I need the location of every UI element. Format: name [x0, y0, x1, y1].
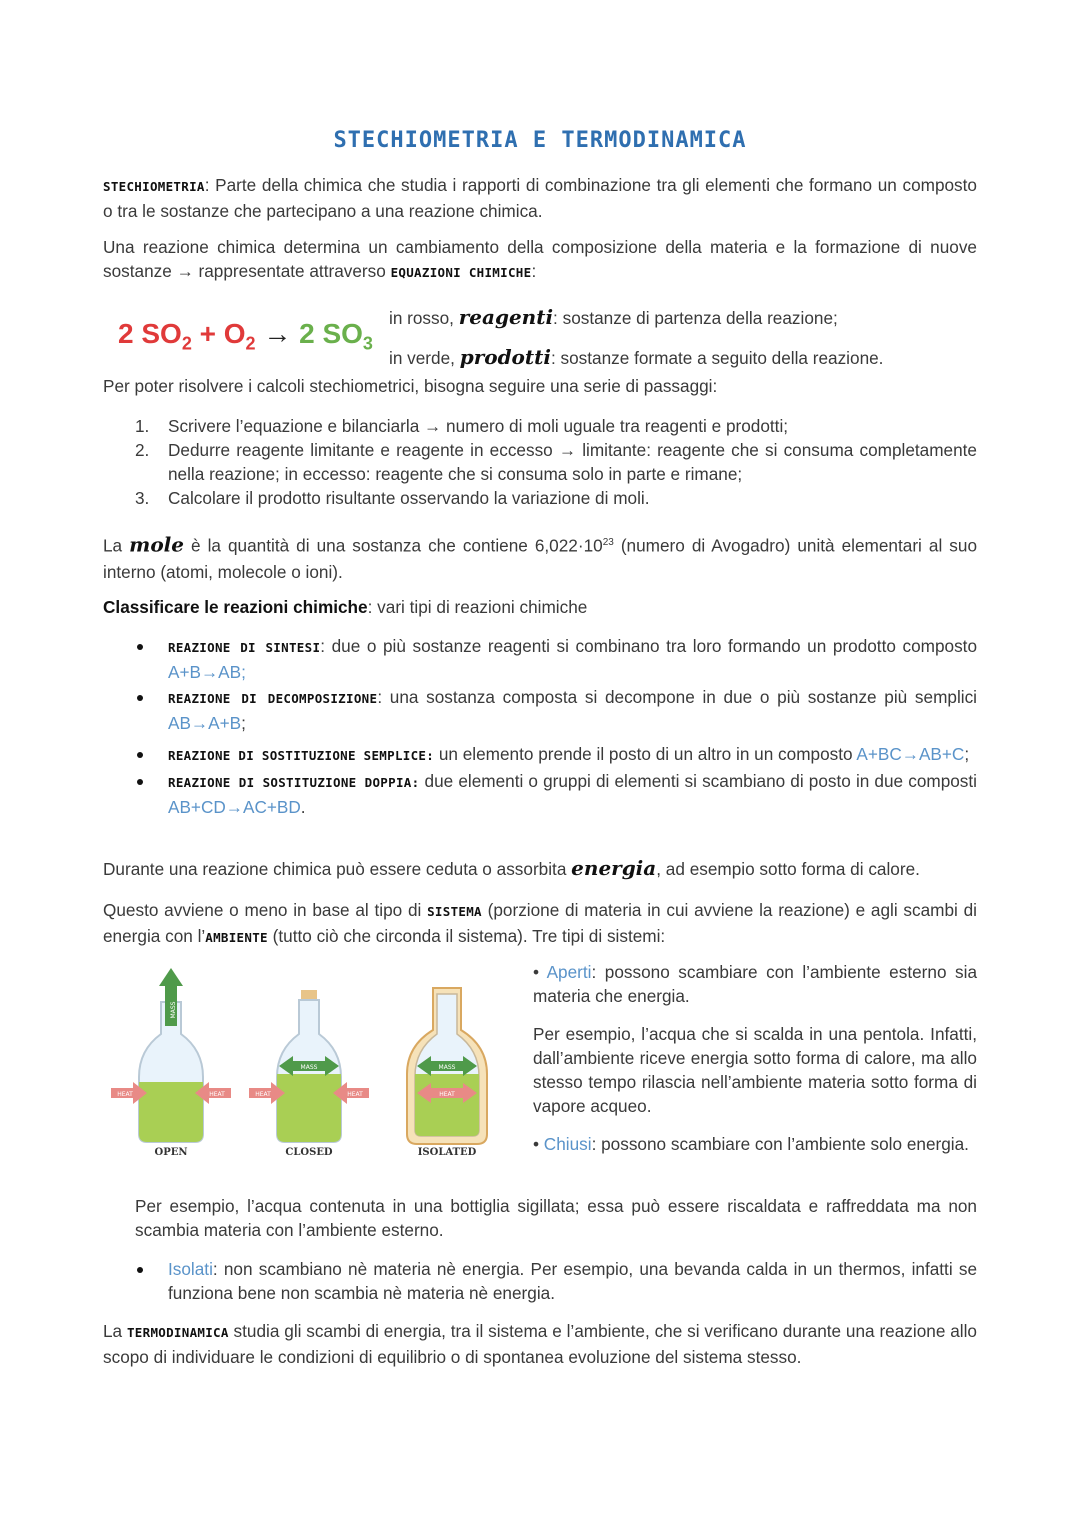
word-energia: energia — [571, 856, 657, 880]
equation-sub-1: 2 — [181, 333, 192, 354]
reaction-formula: AB→A+B — [168, 713, 242, 733]
reaction-formula: A+BC→AB+C — [856, 744, 965, 764]
mole-text-1: è la quantità di una sostanza che contiene 6,022·10 — [183, 535, 603, 556]
label-open: OPEN — [154, 1147, 188, 1158]
steps-intro-text: Per poter risolvere i calcoli stechiometrici, bisogna seguire una serie di passaggi: — [103, 376, 718, 396]
steps-intro — [103, 374, 977, 398]
reazione-colon: : — [531, 261, 537, 281]
termo-pre: La — [103, 1321, 127, 1341]
reaction-tail: . — [300, 797, 306, 817]
equation-so3: 2 SO — [299, 318, 363, 349]
reaction-desc: due elementi o gruppi di elementi si scambiano di posto in due composti — [419, 771, 977, 791]
reaction-desc: un elemento prende il posto di un altro in un composto — [434, 744, 857, 764]
equation-o2: + O — [191, 318, 246, 349]
equation-so2: 2 SO — [118, 318, 182, 349]
word-prodotti: prodotti — [459, 345, 551, 369]
list-item — [103, 1257, 977, 1305]
note-green-prefix: in verde, — [389, 348, 460, 368]
list-item — [103, 634, 977, 684]
word-aperti: Aperti — [546, 962, 592, 982]
classificare-rest: : vari tipi di reazioni chimiche — [367, 597, 588, 617]
reazione-text: Una reazione chimica determina un cambiamento della composizione della materia e la formazione di nuove sostanze → rappresentate attraverso — [103, 237, 977, 281]
note-red-prefix: in rosso, — [389, 308, 459, 328]
term-ambiente: AMBIENTE — [205, 930, 268, 945]
closed-heat-left: HEAT — [255, 1091, 271, 1098]
isolati-list — [103, 1257, 977, 1305]
open-heat-right: HEAT — [209, 1091, 225, 1098]
energia-pre: Durante una reazione chimica può essere ceduta o assorbita — [103, 859, 572, 879]
mole-pre: La — [103, 535, 130, 556]
chiusi-block — [533, 1132, 977, 1156]
sistema-mid: (porzione di materia in cui avviene la reazione) e agli scambi di energia con l’ — [103, 900, 977, 946]
equation-arrow: → — [255, 318, 300, 349]
word-mole: mole — [129, 532, 184, 557]
chiusi-bullet: • — [533, 1134, 544, 1154]
reaction-term: REAZIONE DI DECOMPOSIZIONE — [168, 691, 378, 706]
open-bottle — [111, 968, 231, 1158]
closed-heat-right: HEAT — [347, 1091, 363, 1098]
sistema-paragraph — [103, 898, 977, 950]
step-text: Scrivere l’equazione e bilanciarla → numero di moli uguale tra reagenti e prodotti; — [168, 416, 789, 436]
reaction-tail: ; — [964, 744, 970, 764]
note-reagenti — [389, 298, 883, 338]
reaction-desc: : una sostanza composta si decompone in due o più sostanze più semplici — [377, 687, 978, 707]
list-item — [103, 438, 977, 486]
aperti-block — [533, 960, 977, 1118]
isolated-mass-label: MASS — [438, 1064, 456, 1071]
termo-post: studia gli scambi di energia, tra il sistema e l’ambiente, che si verificano durante una reazione allo scopo di individuare le condizioni di equilibrio o di spontanea evoluzione del sistema stesso. — [103, 1321, 977, 1367]
term-stechiometria: STECHIOMETRIA — [103, 179, 205, 194]
reaction-term: REAZIONE DI SOSTITUZIONE SEMPLICE: — [168, 748, 435, 763]
bullet-icon — [137, 644, 143, 650]
list-item — [103, 486, 977, 510]
list-item — [103, 414, 977, 438]
step-text: Dedurre reagente limitante e reagente in eccesso → limitante: reagente che si consuma completamente nella reazione; in eccesso: reagente che si consuma solo in parte e rimane; — [168, 440, 977, 484]
word-chiusi: Chiusi — [543, 1134, 592, 1154]
open-heat-left: HEAT — [117, 1091, 133, 1098]
note-prodotti — [389, 338, 883, 378]
step-number: 3. — [135, 488, 150, 508]
aperti-desc: : possono scambiare con l’ambiente esterno sia materia che energia. — [533, 962, 978, 1006]
step-number: 2. — [135, 440, 150, 460]
word-reagenti: reagenti — [458, 305, 554, 329]
reaction-desc: : due o più sostanze reagenti si combinano tra loro formando un prodotto composto — [320, 636, 977, 656]
note-red-desc: : sostanze di partenza della reazione; — [553, 308, 838, 328]
chiusi-desc: : possono scambiare con l’ambiente solo energia. — [591, 1134, 969, 1154]
bullet-icon — [137, 1267, 143, 1273]
chiusi-example — [135, 1194, 977, 1242]
step-number: 1. — [135, 416, 150, 436]
reazione-paragraph — [103, 235, 977, 285]
page-title: STECHIOMETRIA E TERMODINAMICA — [333, 128, 747, 153]
aperti-example: Per esempio, l’acqua che si scalda in una pentola. Infatti, dall’ambiente riceve energia sotto forma di calore, ma allo stesso tempo rilascia nell’ambiente materia sotto forma di vapore acqueo. — [533, 1024, 977, 1116]
reaction-formula: A+B→AB; — [168, 662, 246, 682]
aperti-bullet: • — [533, 962, 547, 982]
equation-sub-3: 3 — [362, 333, 373, 354]
reactions-list — [103, 634, 977, 819]
isolated-heat-label: HEAT — [439, 1091, 455, 1098]
sistema-pre: Questo avviene o meno in base al tipo di — [103, 900, 428, 920]
mole-exponent: 23 — [602, 537, 614, 548]
list-item — [103, 685, 977, 735]
classificare-paragraph — [103, 595, 977, 619]
term-equazioni-chimiche: EQUAZIONI CHIMICHE — [390, 265, 532, 280]
energia-post: , ad esempio sotto forma di calore. — [656, 859, 920, 879]
reaction-term: REAZIONE DI SINTESI — [168, 640, 321, 655]
closed-bottle — [249, 990, 369, 1158]
bullet-icon — [137, 695, 143, 701]
equation-products — [299, 318, 373, 354]
stechiometria-paragraph — [103, 173, 977, 223]
steps-list — [103, 414, 977, 510]
term-sistema: SISTEMA — [427, 904, 482, 919]
word-isolati: Isolati — [168, 1259, 213, 1279]
stechiometria-definition: : Parte della chimica che studia i rapporti di combinazione tra gli elementi che formano un composto o tra le sostanze che partecipano a una reazione chimica. — [103, 175, 977, 221]
label-isolated: ISOLATED — [417, 1147, 477, 1158]
sistema-post: (tutto ciò che circonda il sistema). Tre tipi di sistemi: — [267, 926, 666, 946]
note-green-desc: : sostanze formate a seguito della reazione. — [550, 348, 884, 368]
chemical-equation — [118, 318, 373, 355]
step-text: Calcolare il prodotto risultante osservando la variazione di moli. — [168, 488, 650, 508]
isolati-desc: : non scambiano nè materia nè energia. Per esempio, una bevanda calda in un thermos, infatti se funziona bene non scambia nè materia nè energia. — [168, 1259, 977, 1303]
list-item — [103, 741, 977, 769]
equation-sub-2: 2 — [245, 333, 256, 354]
mole-paragraph — [103, 530, 977, 585]
systems-figure — [103, 962, 523, 1167]
chiusi-example-text: Per esempio, l’acqua contenuta in una bottiglia sigillata; essa può essere riscaldata e raffreddata ma non scambia materia con l’ambiente esterno. — [135, 1196, 977, 1240]
mole-text-2: (numero di Avogadro) unità elementari al suo interno (atomi, molecole o ioni). — [103, 535, 977, 582]
energia-paragraph — [103, 856, 977, 881]
open-mass-label: MASS — [170, 1001, 177, 1019]
term-termodinamica: TERMODINAMICA — [126, 1325, 229, 1340]
bullet-icon — [137, 779, 143, 785]
list-item — [103, 769, 977, 819]
classificare-heading: Classificare le reazioni chimiche — [103, 597, 368, 617]
isolated-bottle — [407, 988, 487, 1158]
equation-reagents — [118, 318, 256, 354]
reaction-tail: ; — [241, 713, 246, 733]
termodinamica-paragraph — [103, 1319, 977, 1369]
equation-notes — [389, 298, 883, 378]
label-closed: CLOSED — [285, 1147, 333, 1158]
bullet-icon — [137, 752, 143, 758]
reaction-term: REAZIONE DI SOSTITUZIONE DOPPIA: — [168, 775, 420, 790]
closed-mass-label: MASS — [300, 1064, 318, 1071]
reaction-formula: AB+CD→AC+BD — [168, 797, 301, 817]
